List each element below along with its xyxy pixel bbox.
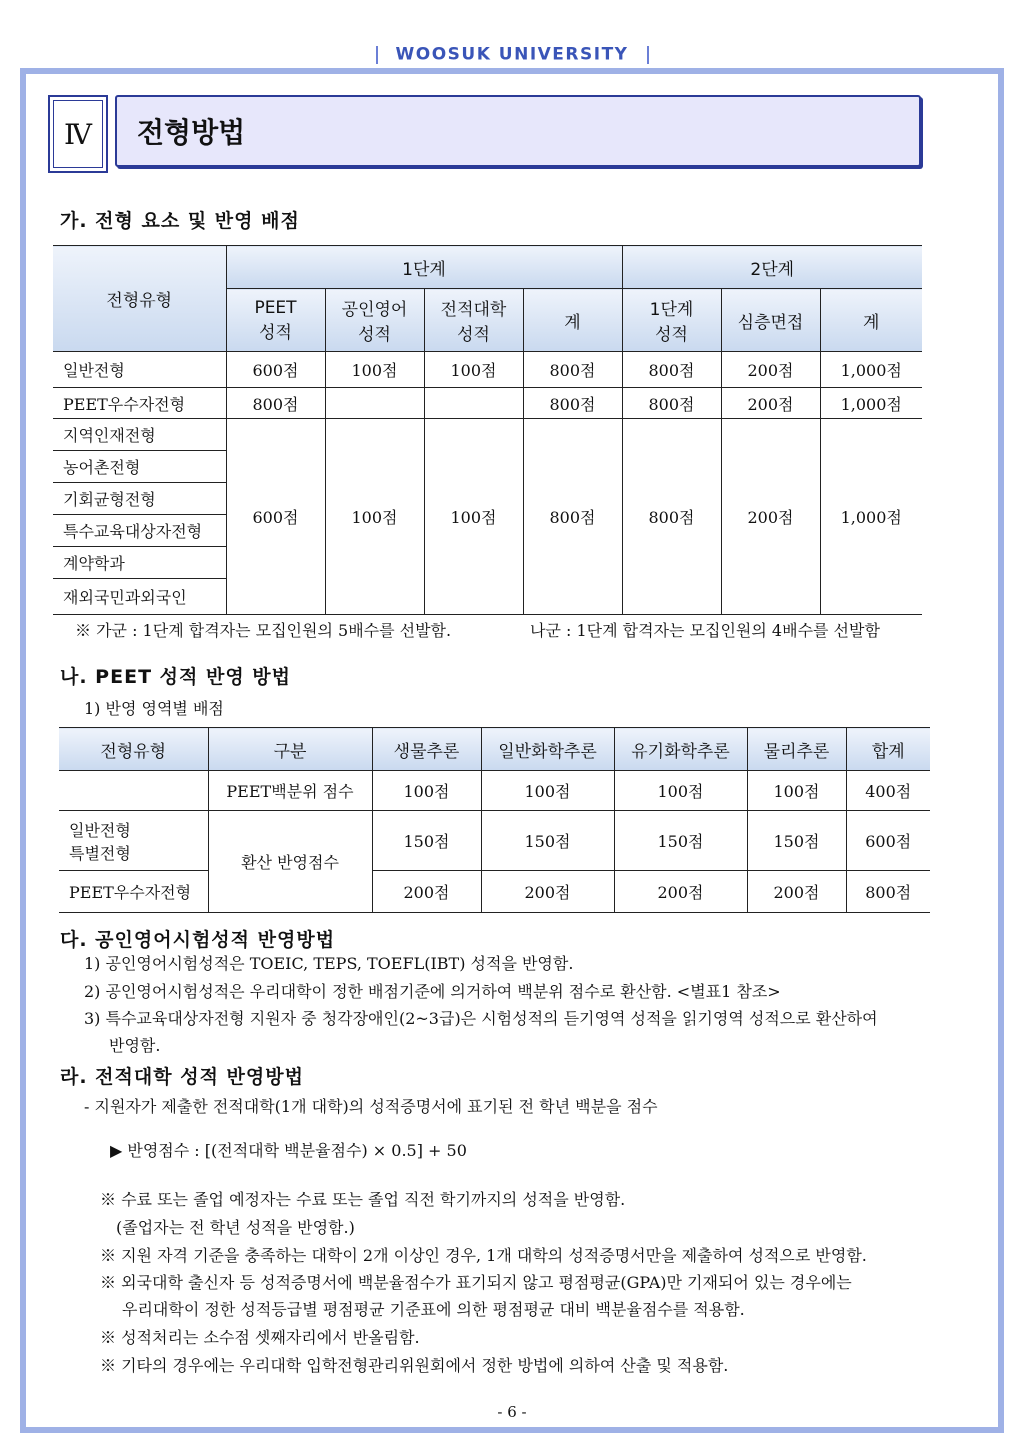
list-item: 반영함. xyxy=(109,1036,161,1055)
heading-a: 가. 전형 요소 및 반영 배점 xyxy=(60,210,300,232)
table-row: 농어촌전형 xyxy=(53,451,922,483)
table-row: PEET백분위 점수 100점 100점 100점 100점 400점 xyxy=(59,771,930,811)
heading-d: 라. 전적대학 성적 반영방법 xyxy=(60,1066,304,1088)
peet-score-header: PEET 성적 xyxy=(226,289,325,352)
list-item: (졸업자는 전 학년 성적을 반영함.) xyxy=(116,1218,355,1237)
header-divider xyxy=(376,46,378,64)
heading-c: 다. 공인영어시험성적 반영방법 xyxy=(60,929,336,951)
table-row: 특수교육대상자전형 xyxy=(53,515,922,547)
note-left: ※ 가군 : 1단계 합격자는 모집인원의 5배수를 선발함. xyxy=(75,621,452,640)
table-row: 일반전형 특별전형 환산 반영점수 150점 150점 150점 150점 600점 xyxy=(59,811,930,871)
formula: ▶ 반영점수 : [(전적대학 백분율점수) × 0.5] + 50 xyxy=(110,1141,467,1160)
list-item: ※ 성적처리는 소수점 셋째자리에서 반올림함. xyxy=(100,1328,420,1347)
list-item: ※ 기타의 경우에는 우리대학 입학전형관리위원회에서 정한 방법에 의하여 산출 및 적용함. xyxy=(100,1356,729,1375)
stage2-header: 2단계 xyxy=(622,246,922,289)
header-divider xyxy=(647,46,649,64)
list-item: ※ 수료 또는 졸업 예정자는 수료 또는 졸업 직전 학기까지의 성적을 반영함. xyxy=(100,1190,626,1209)
list-item: 1) 공인영어시험성적은 TOEIC, TEPS, TOEFL(IBT) 성적을 반영함. xyxy=(84,954,574,973)
description: - 지원자가 제출한 전적대학(1개 대학)의 성적증명서에 표기된 전 학년 백분을 점수 xyxy=(84,1097,658,1116)
section-title: 전형방법 xyxy=(115,95,921,167)
list-item: ※ 지원 자격 기준을 충족하는 대학이 2개 이상인 경우, 1개 대학의 성적증명서만을 제출하여 성적으로 반영함. xyxy=(100,1246,867,1265)
table-row: 기회균형전형 xyxy=(53,483,922,515)
english-score-header: 공인영어 성적 xyxy=(325,289,424,352)
table-row: 재외국민과외국인 xyxy=(53,579,922,615)
peet-table: 전형유형 구분 생물추론 일반화학추론 유기화학추론 물리추론 합계 PEET백분위 점수 100점 100점 100점 100점 400점 일반전형 특별전형 환산 반영점수 150점 150점 150점 150점 600점 PEET우수자전형 200점 200점 200점 200점 800점 xyxy=(59,727,930,913)
subheading-b: 1) 반영 영역별 배점 xyxy=(84,699,224,718)
stage2-total-header: 계 xyxy=(820,289,922,352)
list-item: 3) 특수교육대상자전형 지원자 중 청각장애인(2~3급)은 시험성적의 듣기영역 성적을 읽기영역 성적으로 환산하여 xyxy=(84,1009,878,1028)
list-item: ※ 외국대학 출신자 등 성적증명서에 백분율점수가 표기되지 않고 평점평균(GPA)만 기재되어 있는 경우에는 xyxy=(100,1273,852,1292)
list-item: 우리대학이 정한 성적등급별 평점평균 기준표에 의한 평점평균 대비 백분율점수를 적용함. xyxy=(122,1300,745,1319)
stage1-score-header: 1단계 성적 xyxy=(622,289,721,352)
interview-header: 심층면접 xyxy=(721,289,820,352)
list-item: 2) 공인영어시험성적은 우리대학이 정한 배점기준에 의거하여 백분위 점수로 환산함. <별표1 참조> xyxy=(84,982,781,1001)
table-row: PEET우수자전형 800점 800점 800점 200점 1,000점 xyxy=(53,388,922,419)
section-number: Ⅳ xyxy=(48,95,108,173)
page-number: - 6 - xyxy=(497,1403,527,1421)
table-row: PEET우수자전형 200점 200점 200점 200점 800점 xyxy=(59,871,930,913)
prev-college-header: 전적대학 성적 xyxy=(424,289,523,352)
heading-b: 나. PEET 성적 반영 방법 xyxy=(60,666,291,688)
table-row: 일반전형 600점 100점 100점 800점 800점 200점 1,000점 xyxy=(53,352,922,388)
stage1-header: 1단계 xyxy=(226,246,622,289)
score-table xyxy=(53,245,922,615)
stage1-total-header: 계 xyxy=(523,289,622,352)
col-type-header: 전형유형 xyxy=(53,246,226,352)
page-header xyxy=(0,44,1024,65)
note-right: 나군 : 1단계 합격자는 모집인원의 4배수를 선발함 xyxy=(530,621,880,640)
table-row: 지역인재전형 600점 100점 100점 800점 800점 200점 1,000점 xyxy=(53,419,922,451)
university-name: WOOSUK UNIVERSITY xyxy=(395,44,629,65)
table-row: 계약학과 xyxy=(53,547,922,579)
